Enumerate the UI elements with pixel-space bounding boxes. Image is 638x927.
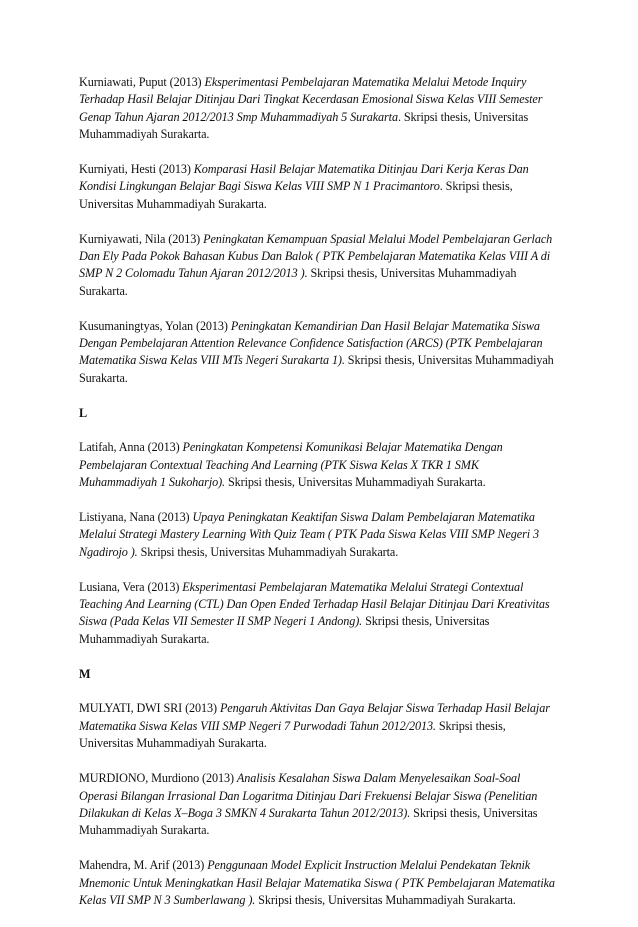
reference-title: Analisis Kesalahan Siswa Dalam Menyelesaikan Soal-Soal Operasi Bilangan Irrasional Dan Logaritma Ditinjau Dari Frekuensi Belajar Siswa (Penelitian Dilakukan di Kelas X–Boga 3 SMKN 4 Surakarta Tahun 2012/2013). — [79, 771, 538, 820]
reference-title: Eksperimentasi Pembelajaran Matematika Melalui Metode Inquiry Terhadap Hasil Belajar Ditinjau Dari Tingkat Kecerdasan Emosional Siswa Kelas VIII Semester Genap Tahun Ajaran 2012/2013 Smp Muhammadiyah 5 Surakarta — [79, 75, 543, 124]
reference-author: MURDIONO, Murdiono — [79, 771, 200, 786]
reference-source: Skripsi thesis, Universitas Muhammadiyah Surakarta. — [79, 353, 554, 385]
reference-entry — [79, 74, 559, 144]
reference-year: (2013) — [157, 510, 190, 525]
reference-title: Eksperimentasi Pembelajaran Matematika Melalui Strategi Contextual Teaching And Learning (CTL) Dan Open Ended Terhadap Hasil Belajar Ditinjau Dari Kreativitas Siswa (Pada Kelas VII Semester II SMP Negeri 1 Andong). — [79, 579, 550, 629]
reference-source: Skripsi thesis, Universitas Muhammadiyah Surakarta. — [255, 892, 516, 907]
reference-author: Lusiana, Vera — [79, 579, 145, 594]
reference-entry — [79, 857, 559, 909]
reference-title: Peningkatan Kompetensi Komunikasi Belajar Matematika Dengan Pembelajaran Contextual Teaching And Learning (PTK Siswa Kelas X TKR 1 SMK Muhammadiyah 1 Sukoharjo). — [79, 440, 503, 490]
section-letter-heading: L — [79, 405, 88, 420]
reference-author: Kurniyati, Hesti — [79, 162, 156, 177]
reference-title: Upaya Peningkatan Keaktifan Siswa Dalam Pembelajaran Matematika Melalui Strategi Mastery Learning With Quiz Team ( PTK Pada Siswa Kelas VIII SMP Negeri 3 Ngadirojo ). — [79, 510, 539, 559]
reference-entry — [79, 231, 559, 301]
bibliography-page — [79, 74, 559, 927]
reference-year: (2013) — [147, 579, 180, 594]
reference-author: Kusumaningtyas, Yolan — [79, 318, 194, 333]
reference-entry — [79, 161, 559, 213]
reference-title: Peningkatan Kemampuan Spasial Melalui Model Pembelajaran Gerlach Dan Ely Pada Pokok Bahasan Kubus Dan Balok ( PTK Pembelajaran Matematika Kelas VIII A di SMP N 2 Colomadu Tahun Ajaran 2012/2013 ). — [79, 231, 553, 281]
reference-entry — [79, 318, 559, 388]
reference-year: (2013) — [172, 858, 205, 873]
reference-title: Peningkatan Kemandirian Dan Hasil Belajar Matematika Siswa Dengan Pembelajaran Attention Relevance Confidence Satisfaction (ARCS) (PTK Pembelajaran Matematika Siswa Kelas VIII MTs Negeri Surakarta 1). — [79, 318, 543, 368]
reference-title: Penggunaan Model Explicit Instruction Melalui Pendekatan Teknik Mnemonic Untuk Meningkatkan Hasil Belajar Matematika Siswa ( PTK Pembelajaran Matematika Kelas VII SMP N 3 Sumberlawang ). — [79, 858, 555, 907]
reference-year: (2013) — [168, 231, 201, 246]
section-letter-heading: M — [79, 666, 91, 681]
reference-year: (2013) — [202, 771, 234, 786]
reference-source: Skripsi thesis, Universitas Muhammadiyah Surakarta. — [79, 266, 517, 298]
reference-title: Pengaruh Aktivitas Dan Gaya Belajar Siswa Terhadap Hasil Belajar Matematika Siswa Kelas VIII SMP Negeri 7 Purwodadi Tahun 2012/2013. — [79, 701, 550, 733]
reference-source: Skripsi thesis, Universitas Muhammadiyah Surakarta. — [79, 718, 506, 751]
reference-source: Skripsi thesis, Universitas Muhammadiyah Surakarta. — [137, 544, 399, 559]
reference-author: Kurniyawati, Nila — [79, 231, 166, 246]
reference-source: Skripsi thesis, Universitas Muhammadiyah Surakarta. — [79, 614, 490, 646]
reference-source: . Skripsi thesis, Universitas Muhammadiyah Surakarta. — [79, 179, 513, 211]
reference-author: Listiyana, Nana — [79, 510, 155, 525]
reference-entry — [79, 770, 559, 840]
reference-source: Skripsi thesis, Universitas Muhammadiyah Surakarta. — [79, 805, 538, 838]
reference-author: MULYATI, DWI SRI — [79, 701, 183, 716]
reference-year: (2013) — [185, 701, 217, 716]
reference-entry — [79, 509, 559, 561]
reference-year: (2013) — [195, 318, 228, 333]
reference-entry — [79, 579, 559, 649]
reference-source: Skripsi thesis, Universitas Muhammadiyah Surakarta. — [225, 475, 486, 490]
reference-title: Komparasi Hasil Belajar Matematika Ditinjau Dari Kerja Keras Dan Kondisi Lingkungan Belajar Bagi Siswa Kelas VIII SMP N 1 Pracimantoro — [79, 162, 529, 194]
reference-year: (2013) — [147, 440, 180, 455]
reference-author: Kurniawati, Puput — [79, 75, 167, 89]
reference-year: (2013) — [169, 75, 202, 89]
reference-author: Mahendra, M. Arif — [79, 858, 170, 873]
reference-entry — [79, 439, 559, 491]
reference-entry — [79, 700, 559, 752]
reference-year: (2013) — [158, 162, 191, 177]
reference-source: . Skripsi thesis, Universitas Muhammadiyah Surakarta. — [79, 109, 529, 142]
reference-author: Latifah, Anna — [79, 440, 145, 455]
